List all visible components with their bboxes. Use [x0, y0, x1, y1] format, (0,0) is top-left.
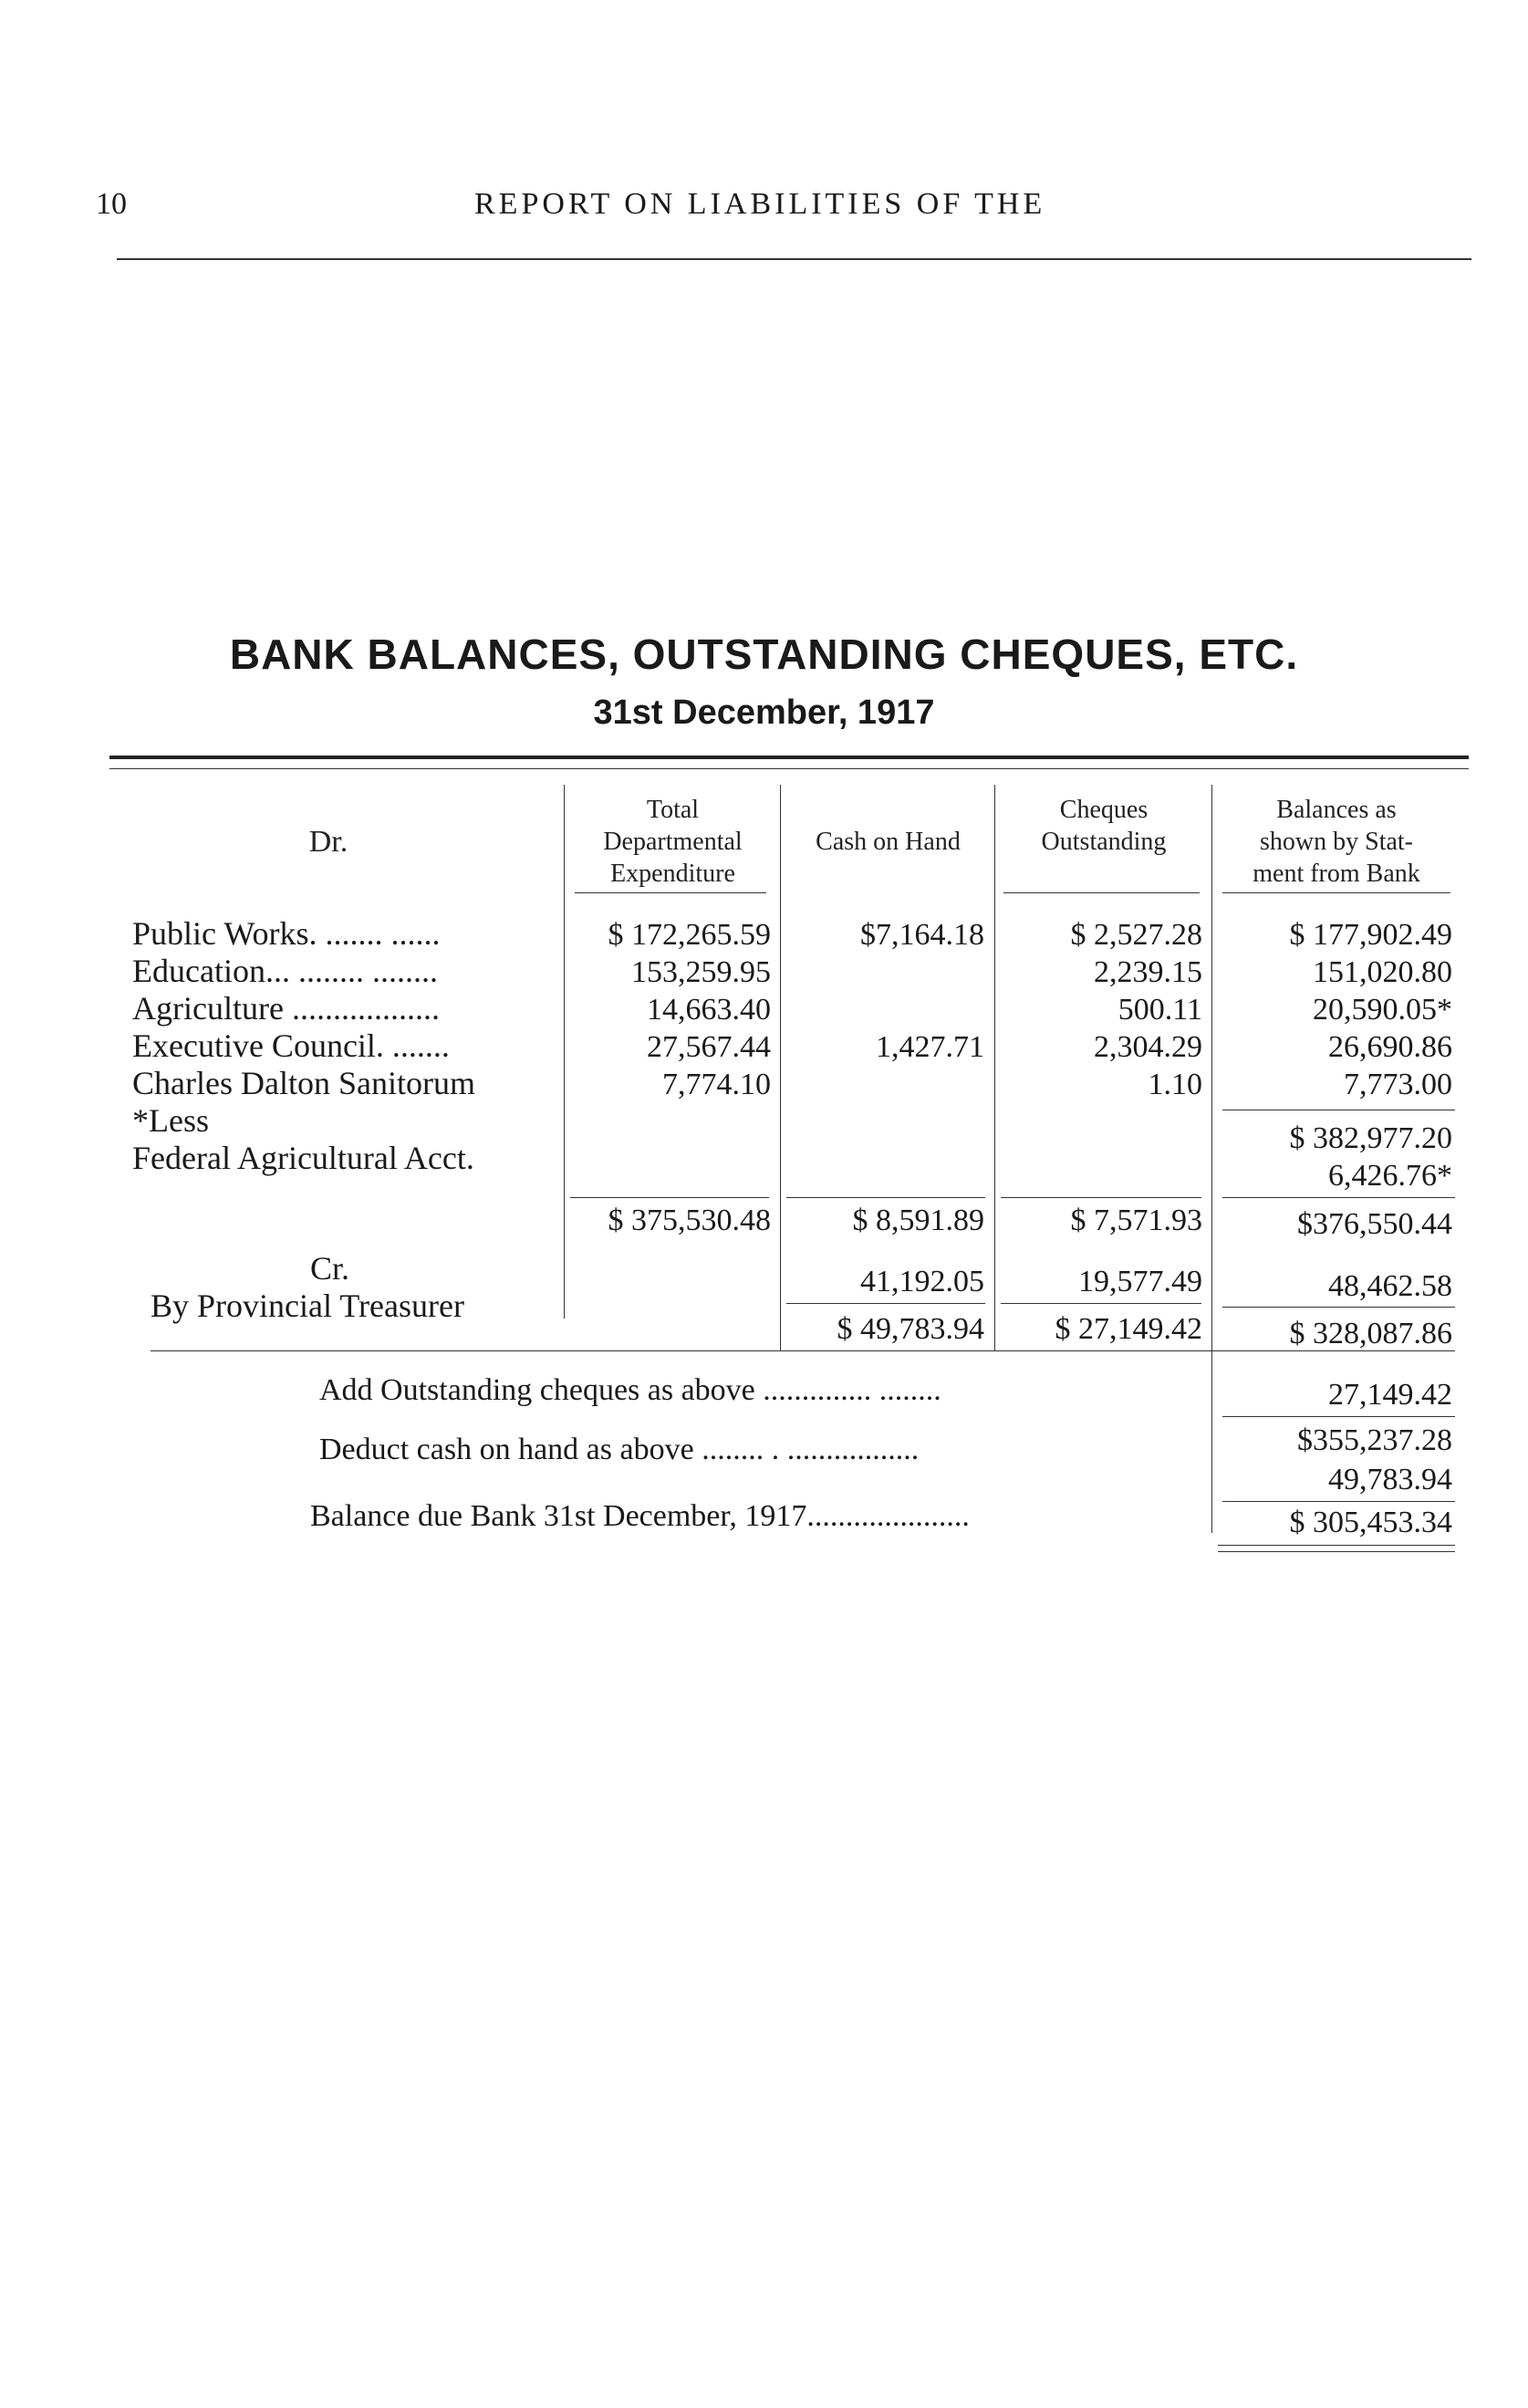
sum-total-expenditure: $ 375,530.48 — [608, 1204, 771, 1237]
summary-rule-2 — [1222, 1501, 1455, 1502]
summary-amount-deduct-cash: $355,237.28 — [1297, 1423, 1452, 1457]
cheques-public-works: $ 2,527.28 — [1070, 918, 1202, 952]
row-label-agriculture: Agriculture .................. — [132, 990, 440, 1027]
cr-label: Cr. — [310, 1250, 350, 1287]
cash-public-works: $7,164.18 — [860, 918, 984, 952]
balance-executive-council: 26,690.86 — [1328, 1030, 1452, 1064]
header-rule — [117, 258, 1471, 260]
summary-amount-add-cheques: 27,149.42 — [1328, 1378, 1452, 1412]
cr-total-cheques: $ 27,149.42 — [1055, 1312, 1202, 1346]
cr-row-label: By Provincial Treasurer — [151, 1287, 464, 1324]
header-cheques-outstanding: Cheques Outstanding — [1041, 796, 1167, 856]
column-divider-2 — [780, 785, 781, 1350]
summary-label-balance-due: Balance due Bank 31st December, 1917..................... — [310, 1499, 970, 1533]
column-divider-3 — [994, 785, 995, 1350]
balance-agriculture: 20,590.05* — [1313, 993, 1452, 1027]
totals-rule-total — [570, 1197, 769, 1198]
total-executive-council: 27,567.44 — [647, 1030, 771, 1064]
cr-rule-cash — [786, 1303, 985, 1304]
header-underline-balances — [1222, 892, 1450, 893]
totals-rule-cash — [786, 1197, 985, 1198]
cash-executive-council: 1,427.71 — [876, 1030, 984, 1064]
cheques-charles-dalton: 1.10 — [1148, 1068, 1202, 1101]
total-agriculture: 14,663.40 — [647, 993, 771, 1027]
totals-rule-balance — [1222, 1197, 1455, 1198]
less-label: *Less — [132, 1102, 209, 1139]
federal-label: Federal Agricultural Acct. — [132, 1140, 474, 1176]
header-balances-from-bank: Balances as shown by Stat- ment from Bank — [1253, 796, 1420, 888]
summary-label-deduct-cash: Deduct cash on hand as above ........ . ................. — [319, 1433, 920, 1466]
title-rule-thin — [109, 768, 1469, 769]
cr-total-cash: $ 49,783.94 — [837, 1312, 984, 1346]
balance-double-rule-top — [1218, 1545, 1455, 1546]
balance-education: 151,020.80 — [1313, 955, 1452, 989]
header-underline-total — [575, 892, 766, 893]
title-rule-thick — [109, 756, 1469, 759]
table-bottom-rule — [151, 1350, 1455, 1351]
sum-balances: $376,550.44 — [1297, 1207, 1452, 1241]
cr-balance: 48,462.58 — [1328, 1269, 1452, 1303]
balance-subtotal: $ 382,977.20 — [1289, 1121, 1452, 1155]
cheques-executive-council: 2,304.29 — [1094, 1030, 1202, 1064]
cr-cash: 41,192.05 — [860, 1265, 984, 1298]
row-label-charles-dalton: Charles Dalton Sanitorum — [132, 1065, 475, 1101]
cheques-agriculture: 500.11 — [1117, 993, 1202, 1027]
header-cash-on-hand: Cash on Hand — [816, 828, 961, 856]
running-head: REPORT ON LIABILITIES OF THE — [474, 187, 1046, 221]
cheques-education: 2,239.15 — [1094, 955, 1202, 989]
row-label-public-works: Public Works. ....... ...... — [132, 915, 441, 952]
summary-amount-balance-due: $ 305,453.34 — [1289, 1506, 1452, 1539]
page-subtitle: 31st December, 1917 — [593, 693, 935, 732]
cr-rule-cheques — [1001, 1303, 1201, 1304]
column-divider-4 — [1211, 785, 1212, 1533]
sum-cash-on-hand: $ 8,591.89 — [852, 1204, 984, 1237]
cr-rule-balance — [1222, 1307, 1455, 1308]
summary-amount-cash-on-hand: 49,783.94 — [1328, 1463, 1452, 1496]
column-divider-1 — [564, 785, 565, 1319]
summary-label-add-cheques: Add Outstanding cheques as above .............. ........ — [319, 1373, 941, 1407]
federal-amount: 6,426.76* — [1328, 1159, 1452, 1193]
row-label-education: Education... ........ ........ — [132, 953, 438, 989]
total-public-works: $ 172,265.59 — [608, 918, 771, 952]
totals-rule-cheques — [1001, 1197, 1201, 1198]
sum-cheques-outstanding: $ 7,571.93 — [1070, 1204, 1202, 1237]
page-number: 10 — [96, 187, 127, 221]
total-charles-dalton: 7,774.10 — [662, 1068, 771, 1101]
header-underline-cheques — [1003, 892, 1200, 893]
balance-double-rule-bottom — [1218, 1551, 1455, 1552]
page-title: BANK BALANCES, OUTSTANDING CHEQUES, ETC. — [229, 631, 1299, 678]
row-label-executive-council: Executive Council. ....... — [132, 1027, 450, 1064]
balance-public-works: $ 177,902.49 — [1289, 918, 1452, 952]
total-education: 153,259.95 — [631, 955, 771, 989]
header-total-departmental-expenditure: Total Departmental Expenditure — [603, 796, 743, 888]
dr-label: Dr. — [308, 825, 348, 859]
balance-charles-dalton: 7,773.00 — [1344, 1068, 1452, 1101]
cr-cheques: 19,577.49 — [1078, 1265, 1202, 1298]
summary-rule-1 — [1222, 1416, 1455, 1417]
cr-total-balance: $ 328,087.86 — [1289, 1317, 1452, 1350]
